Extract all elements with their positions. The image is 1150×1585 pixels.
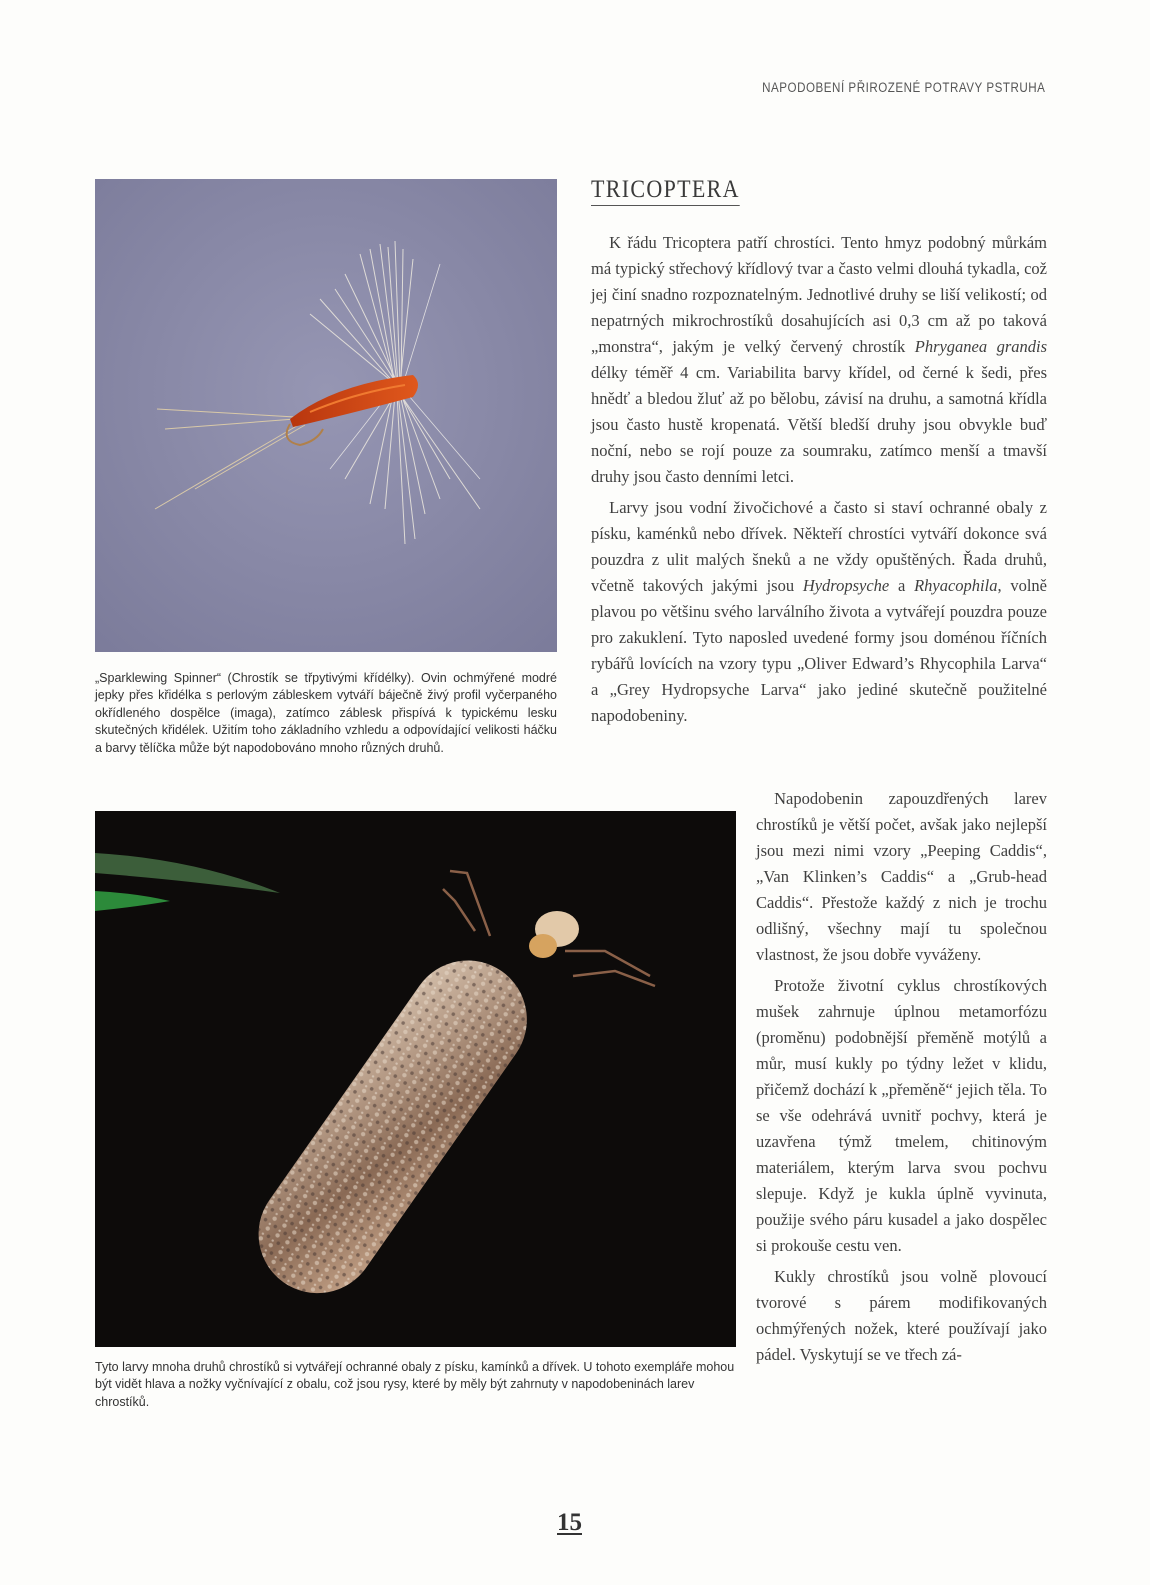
paragraph-1: K řádu Tricoptera patří chrostíci. Tento hmyz podobný můrkám má typický střechový křídlový tvar a často velmi dlouhá tykadla, což jej činí snadno rozpoznatelným. Jednotlivé druhy se liší velikostí; od nepatrných mikrochrostíků dosahujících asi 0,3 cm až po taková „monstra“, jakým je velký červený chrostík Phryganea grandis délky téměř 4 cm. Variabilita barvy křídel, od černé k šedi, přes hnědť a bledou žluť až po bělobu, závisí na druhu, a samotná křídla jsou často hustě kropenatá. Větší bledší druhy jsou obvykle buď noční, nebo se rojí pouze za soumraku, zatímco menší a tmavší druhy jsou často denními letci.	[591, 233, 1047, 486]
fly-photo-caption: „Sparklewing Spinner“ (Chrostík se třpytivými křídélky). Ovin ochmýřené modré jepky přes křidélka s perlovým zábleskem vytváří báječně živý profil vyčerpaného okřídleného dospělce (imaga), zatímco záblesk přispívá k typickému lesku skutečných křidélek. Užitím toho základního vzhledu a odpovídající velikosti háčku a barvy tělíčka může být napodobováno mnoho různých druhů.	[95, 671, 557, 755]
paragraph-5: Kukly chrostíků jsou volně plovoucí tvorové s párem modifikovaných ochmýřených nožek, které používají jako pádel. Vyskytují se ve třech zá-	[756, 1267, 1047, 1364]
article-column-upper	[591, 230, 1047, 734]
paragraph-2: Larvy jsou vodní živočichové a často si staví ochranné obaly z písku, kaménků nebo dřívek. Někteří chrostíci vytváří dokonce svá pouzdra z ulit malých šneků a ne vždy opuštěných. Řada druhů, včetně takových jakými jsou Hydropsyche a Rhyacophila, volně plavou po většinu svého larválního života a vytvářejí pouzdra pouze pro zakuklení. Tyto naposled uvedené formy jsou doménou říčních rybářů lovících na vzory typu „Oliver Edward’s Rhycophila Larva“ a „Grey Hydropsyche Larva“ jako jediné skutečně použitelné napodobeniny.	[591, 498, 1047, 725]
paragraph-4: Protože životní cyklus chrostíkových mušek zahrnuje úplnou metamorfózu (proměnu) podobnější přeměně motýlů a můr, musí kukly po týdny ležet v klidu, přičemž dochází k „přeměně“ jejich těla. To se vše odehrává uvnitř pochvy, která je uzavřena týmž tmelem, chitinovým materiálem, kterým larva svou pochvu slepuje. Když je kukla úplně vyvinuta, použije svého páru kusadel a jako dospělec si prokouše cestu ven.	[756, 976, 1047, 1255]
paragraph-3: Napodobenin zapouzdřených larev chrostíků je větší počet, avšak jako nejlepší jsou mezi nimi vzory „Peeping Caddis“, „Van Klinken’s Caddis“ a „Grub-head Caddis“. Přestože každý z nich je trochu odlišný, všechny mají tu společnou vlastnost, že jsou dobře vyváženy.	[756, 789, 1047, 964]
genus-name: Hydropsyche	[802, 576, 890, 595]
sparklewing-spinner-photo	[95, 179, 557, 652]
caddis-larva-photo	[95, 811, 736, 1347]
dry-fly-photo-icon	[95, 179, 557, 652]
section-title: TRICOPTERA	[591, 176, 740, 206]
running-header: NAPODOBENÍ PŘIROZENÉ POTRAVY PSTRUHA	[761, 80, 1045, 95]
caddis-larva-photo-icon	[95, 811, 736, 1347]
page-number: 15	[557, 1509, 582, 1536]
species-name: Phryganea grandis	[914, 337, 1047, 356]
article-column-lower	[756, 786, 1047, 1373]
larva-photo-caption: Tyto larvy mnoha druhů chrostíků si vytvářejí ochranné obaly z písku, kamínků a dřívek. U tohoto exempláře mohou být vidět hlava a nožky vyčnívající z obalu, což jsou rysy, které by měly být zahrnuty v napodobeninách larev chrostíků.	[95, 1360, 735, 1409]
genus-name: Rhyacophila	[914, 576, 998, 595]
